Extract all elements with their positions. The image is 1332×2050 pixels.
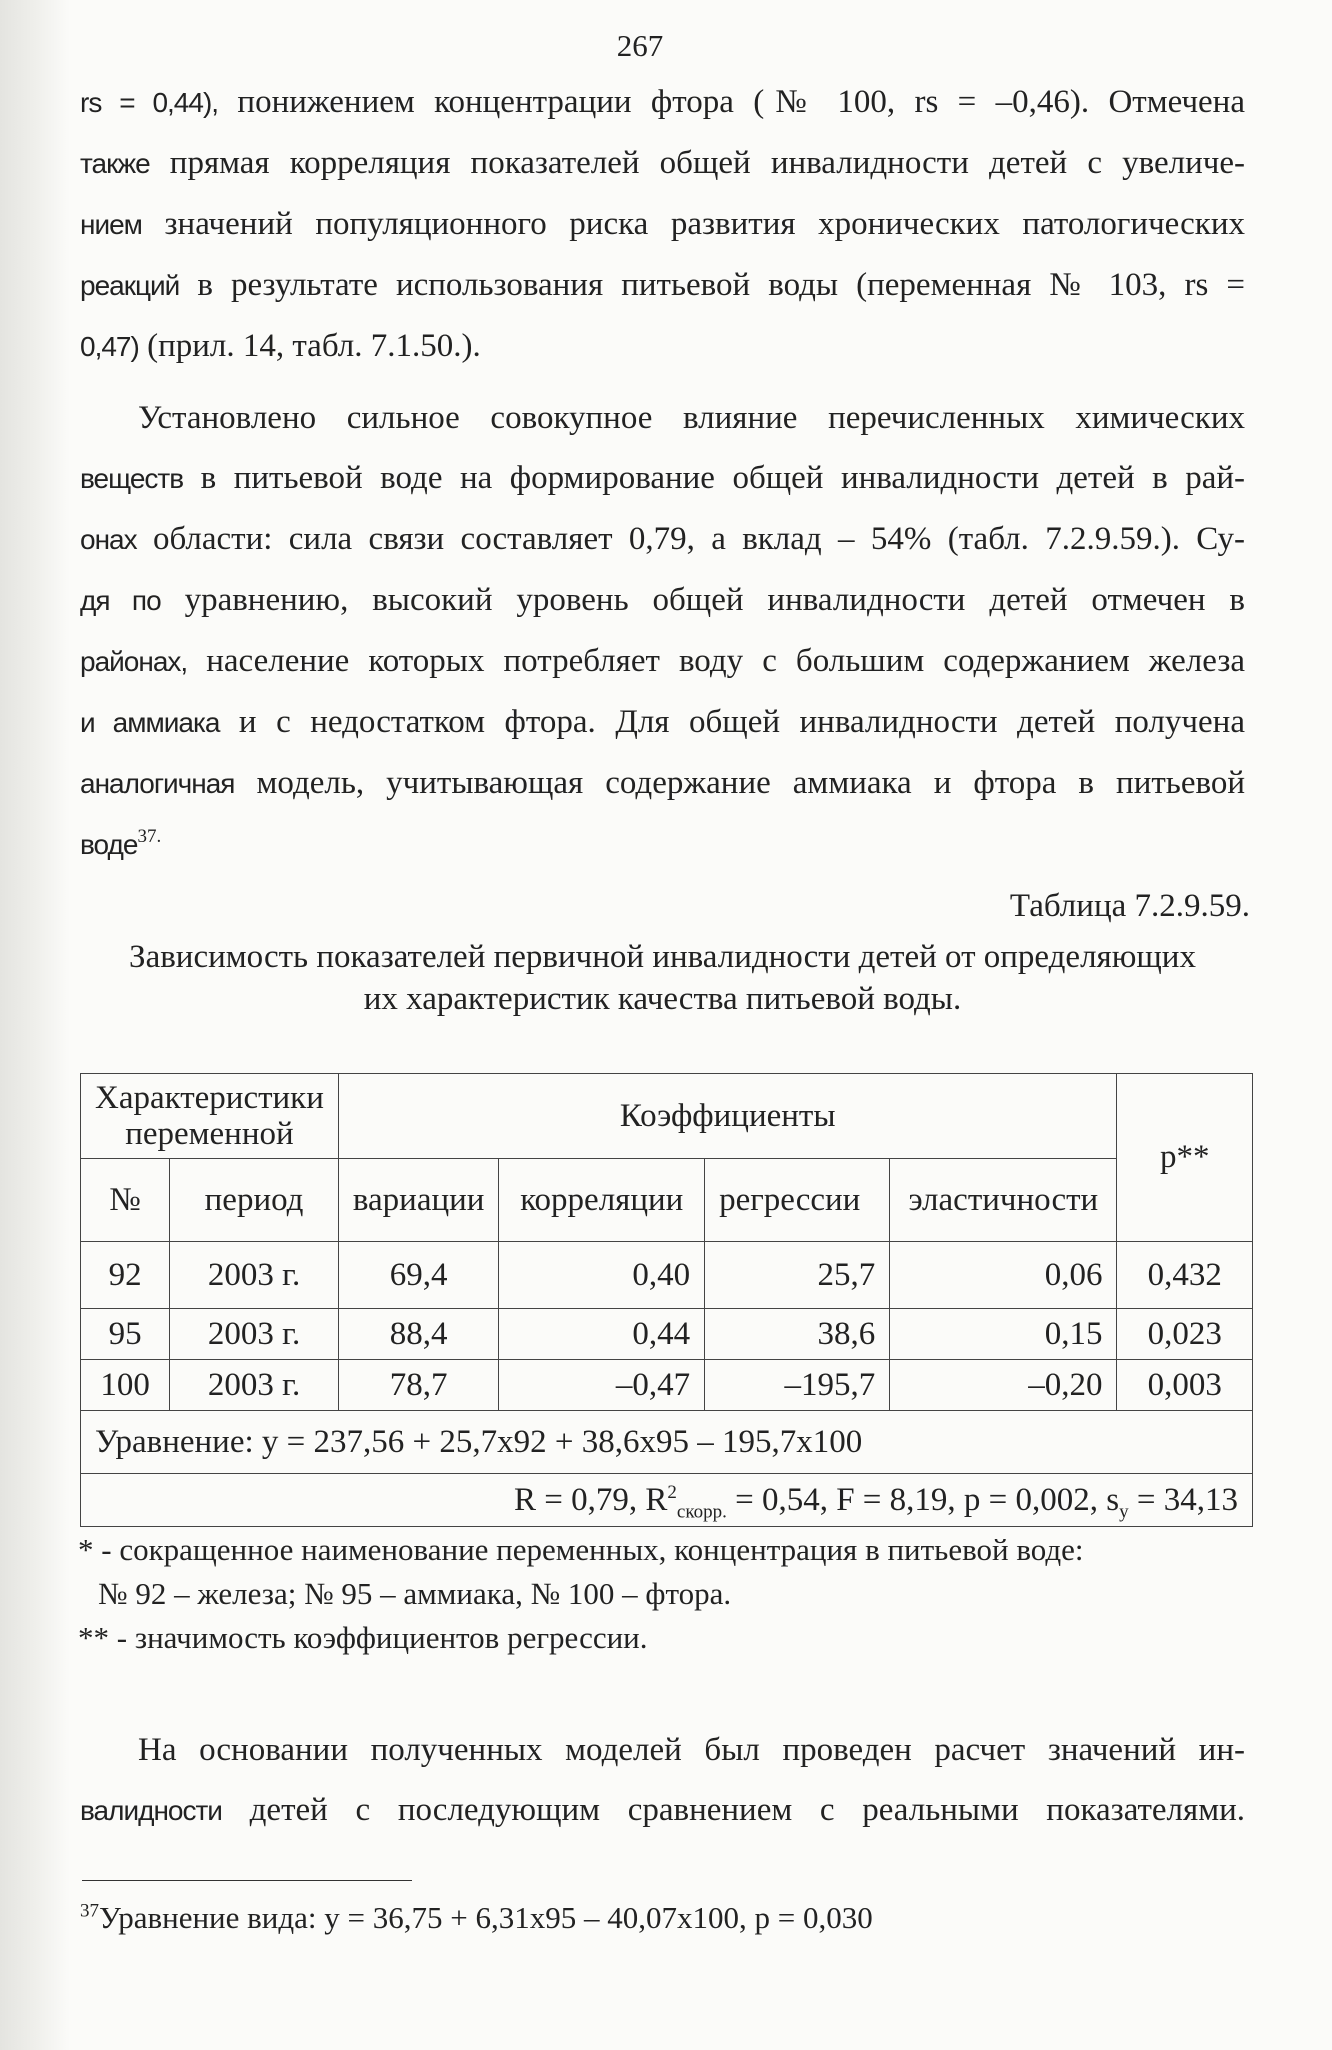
cell-correlation: 0,40 — [499, 1242, 705, 1309]
table-row — [81, 1242, 1253, 1309]
header-regression: регрессии — [705, 1159, 890, 1242]
paragraph-3 — [80, 1720, 1245, 1841]
cell-elasticity: 0,06 — [890, 1242, 1117, 1309]
cell-correlation: –0,47 — [499, 1360, 705, 1411]
equation-row — [81, 1411, 1253, 1474]
note-variables-cont: № 92 – железа; № 95 – аммиака, № 100 – фтора. — [98, 1576, 732, 1611]
cell-period: 2003 г. — [170, 1242, 339, 1309]
table-title: Зависимость показателей первичной инвалидности детей от определяющих их характеристик качества питьевой воды. — [129, 939, 1196, 1017]
note-variables: * - сокращенное наименование переменных, концентрация в питьевой воде: — [78, 1532, 1084, 1567]
header-correlation: корреляции — [499, 1159, 705, 1242]
footnote-ref: 37. — [137, 826, 162, 847]
table-row — [81, 1309, 1253, 1360]
table-notes — [78, 1528, 1248, 1660]
page-number: 267 — [616, 28, 664, 63]
header-elasticity: эластичности — [890, 1159, 1117, 1242]
cell-period: 2003 г. — [170, 1360, 339, 1411]
cell-regression: 38,6 — [705, 1309, 890, 1360]
header-coefficients: Коэффициенты — [338, 1074, 1117, 1159]
text-line: дя по уравнению, высокий уровень общей инвалидности детей отмечен в — [80, 582, 1245, 618]
cell-p: 0,003 — [1117, 1360, 1253, 1411]
cell-regression: 25,7 — [705, 1242, 890, 1309]
footnote-separator — [82, 1880, 412, 1881]
cell-variation: 78,7 — [338, 1360, 499, 1411]
text-line: валидности детей с последующим сравнением с реальными показателями. — [80, 1792, 1245, 1828]
paragraph-2 — [80, 388, 1245, 875]
header-characteristics: Характеристики переменной — [81, 1074, 339, 1159]
stats-row — [81, 1474, 1253, 1527]
table-subheader-row — [81, 1159, 1253, 1242]
cell-elasticity: 0,15 — [890, 1309, 1117, 1360]
cell-p: 0,432 — [1117, 1242, 1253, 1309]
text-line: районах, население которых потребляет воду с большим содержанием железа — [80, 643, 1245, 679]
text-line: 0,47) (прил. 14, табл. 7.1.50.). — [80, 328, 481, 364]
table-header-row — [81, 1074, 1253, 1159]
cell-period: 2003 г. — [170, 1309, 339, 1360]
cell-no: 92 — [81, 1242, 170, 1309]
cell-p: 0,023 — [1117, 1309, 1253, 1360]
header-period: период — [170, 1159, 339, 1242]
text-line: На основании полученных моделей был проведен расчет значений ин- — [138, 1732, 1245, 1768]
cell-regression: –195,7 — [705, 1360, 890, 1411]
text-line: rs = 0,44), понижением концентрации фтора (№ 100, rs = –0,46). Отмечена — [80, 84, 1245, 120]
regression-equation: Уравнение: y = 237,56 + 25,7x92 + 38,6x95 – 195,7x100 — [81, 1411, 1253, 1474]
table-row — [81, 1360, 1253, 1411]
footnote: $^{37}$Уравнение вида: y = 36,75 + 6,31x95 – 40,07x100, p = 0,030 — [80, 1900, 873, 1935]
model-statistics: R = 0,79, $R^2_{скорр.} = 0,54$, F = 8,19, p = 0,002, $s_y = 34,13$ — [81, 1474, 1253, 1527]
cell-no: 100 — [81, 1360, 170, 1411]
cell-variation: 88,4 — [338, 1309, 499, 1360]
header-p: p** — [1117, 1074, 1253, 1242]
header-no: № — [81, 1159, 170, 1242]
cell-no: 95 — [81, 1309, 170, 1360]
note-significance: ** - значимость коэффициентов регрессии. — [78, 1620, 648, 1655]
text-line: также прямая корреляция показателей общей инвалидности детей с увеличе- — [80, 145, 1245, 181]
text-line: веществ в питьевой воде на формирование общей инвалидности детей в рай- — [80, 460, 1245, 496]
cell-variation: 69,4 — [338, 1242, 499, 1309]
text-line: воде$^{37.}$ — [80, 826, 162, 860]
cell-elasticity: –0,20 — [890, 1360, 1117, 1411]
cell-correlation: 0,44 — [499, 1309, 705, 1360]
text-line: и аммиака и с недостатком фтора. Для общей инвалидности детей получена — [80, 704, 1245, 740]
text-line: Установлено сильное совокупное влияние перечисленных химических — [138, 400, 1245, 436]
text-line: реакций в результате использования питьевой воды (переменная № 103, rs = — [80, 267, 1245, 303]
coefficients-table — [80, 1073, 1253, 1527]
table-number: Таблица 7.2.9.59. — [1009, 888, 1250, 924]
paragraph-1 — [80, 72, 1245, 377]
header-variation: вариации — [338, 1159, 499, 1242]
scan-margin-shadow — [0, 0, 70, 2050]
text-line: нием значений популяционного риска развития хронических патологических — [80, 206, 1245, 242]
text-line: онах области: сила связи составляет 0,79, а вклад – 54% (табл. 7.2.9.59.). Су- — [80, 521, 1245, 557]
text-line: аналогичная модель, учитывающая содержание аммиака и фтора в питьевой — [80, 765, 1245, 801]
footnote-mark: 37 — [80, 1900, 99, 1922]
